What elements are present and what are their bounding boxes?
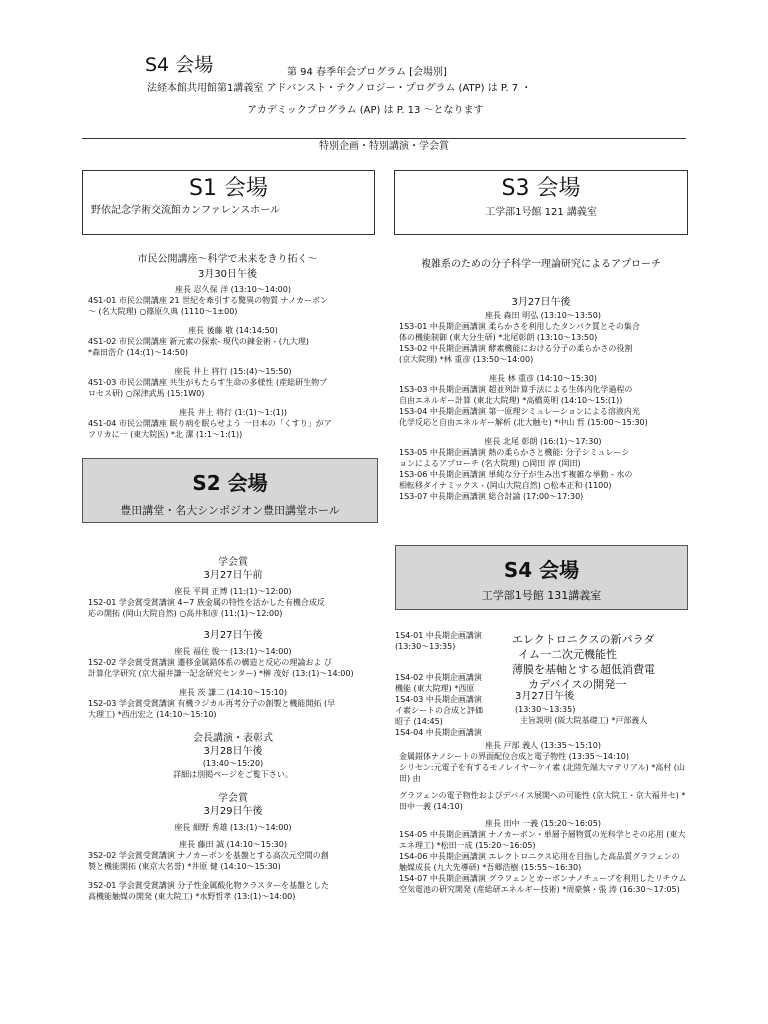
s4-line: 1S4-06 中長期企画講演 エレクトロニクス応用を目指した高品質グラフェンの触媒成長 (九大先導研) *吾郷浩樹 (15:55〜16:30) — [399, 852, 680, 872]
s3-line: 相転移ダイナミックス - (岡山大院自然) ○松本正和 (1100) — [399, 481, 612, 490]
s4-line: 座長 戸部 義人 (13:35〜15:10) — [485, 741, 601, 750]
s2-line: 1S2-03 学会賞受賞講演 有機ラジカル再考分子の創製と機能開拓 (早 — [88, 699, 336, 708]
s2-line: (13:40〜15:20) — [202, 759, 264, 768]
s4-topic-line: エレクトロニクスの新パラダ — [512, 633, 655, 646]
s1-room-title: S1 会場 — [189, 176, 268, 201]
s2-date: 3月29日午後 — [203, 806, 263, 817]
s4-left-line: (13:30〜13:35) — [395, 642, 456, 651]
s1-line: 4S1-02 市民公開講座 新元素の探索- 現代の錬金術 - (九大理) — [88, 337, 310, 346]
s4-topic-line: カデバイスの開発一 — [528, 678, 627, 691]
header-rule — [82, 138, 686, 139]
s3-line: 自由エネルギー計算 (東北大院理) *高橋英明 (14:10〜15:(1)) — [399, 396, 623, 405]
s2-date: 3月27日午後 — [203, 630, 263, 641]
s2-line: 製と機能開拓 (東京大名誉) *井原 健 (14:10〜15:30) — [88, 862, 281, 871]
s3-venue: 工学部1号館 121 講義室 — [485, 207, 597, 218]
s3-line: 座長 北尾 彰朗 (16:(1)〜17:30) — [484, 437, 602, 446]
s4-left-line: 機能 (東大院理) *西原 — [395, 684, 475, 693]
s3-line: 座長 林 重彦 (14:10〜15:30) — [489, 374, 597, 383]
s1-room-box — [82, 170, 375, 235]
s4-date: 3月27日午後 — [515, 691, 575, 702]
s2-heading: 学会賞 — [218, 557, 248, 568]
s2-line: 1S2-02 学会賞受賞講演 遷移金属錯体系の構造と反応の理論およ び — [88, 658, 332, 667]
s4-line: 座長 田中 一義 (15:20〜16:05) — [485, 819, 601, 828]
s1-line: 座長 井上 将行 (15:(4)〜15:50) — [174, 367, 292, 376]
s2-line: 座長 福住 俊一 (13:(1)〜14:00) — [174, 647, 292, 656]
s2-line: 高機能触媒の開発 (東大院工) *水野哲孝 (13:(1)〜14:00) — [88, 892, 296, 901]
s3-line: ョンによるアプローチ (名大院理) ○岡田 淳 (岡田) — [399, 459, 581, 468]
s3-line: 1S3-02 中長期企画講演 酵素機能における分子の柔らかさの役割 — [399, 344, 633, 353]
s4-left-column — [395, 630, 505, 738]
s4-line: 金属錯体ナノシートの界面配位合成と電子物性 (13:35〜14:10) — [399, 752, 630, 761]
s1-line: *森田浩介 (14:(1)〜14:50) — [88, 348, 189, 357]
s3-line: (京大院理) *林 重彦 (13:50〜14:00) — [399, 355, 534, 364]
s1-program — [88, 284, 378, 440]
s4-line: 1S4-07 中長期企画講演 グラフェンとカーボンナノチューブを利用したリチウム空気電池の研究開発 (産総研エネルギー技術) *周豪慎・張 涛 (16:30〜17:05) — [399, 874, 687, 894]
s3-line: 化学反応と自由エネルギー解析 (北大触セ) *中山 哲 (15:00〜15:30) — [399, 418, 648, 427]
s2-line: 座長 茨 謙二 (14:10〜15:10) — [179, 688, 287, 697]
s3-line: 座長 森田 明弘 (13:10〜13:50) — [485, 311, 601, 320]
s2-room-box — [82, 458, 378, 523]
s4-left-line: 1S4-03 中長期企画講演 — [395, 695, 482, 704]
s3-line: 1S3-07 中長期企画講演 総合討論 (17:00〜17:30) — [399, 492, 584, 501]
s2-line: 詳細は別掲ページをご覧下さい。 — [173, 770, 293, 779]
s3-room-box — [394, 170, 688, 235]
page-room-title: S4 会場 — [145, 54, 214, 76]
s3-line: 1S3-04 中長期企画講演 第一原理シミュレーションによる溶液内光 — [399, 407, 640, 416]
s4-left-line: 1S4-02 中長期企画講演 — [395, 673, 482, 682]
s4-left-line: 1S4-01 中長期企画講演 — [395, 631, 482, 640]
s4-line: 主旨説明 (阪大院基礎工) *戸部義人 — [520, 716, 648, 725]
s2-line: 3S2-02 学会賞受賞講演 ナノカーボンを基盤とする高次元空間の創 — [88, 851, 329, 860]
s4-room-title: S4 会場 — [503, 558, 580, 582]
header-line-1: 第 94 春季年会プログラム [会場別] — [287, 67, 447, 78]
s2-heading: 会長講演・表彰式 — [193, 733, 273, 744]
s1-topic: 市民公開講座〜科学で未来をきり拓く〜 — [137, 254, 318, 265]
s2-line: 1S2-01 学会賞受賞講演 4−7 族金属の特性を活かした有機合成反 — [88, 598, 325, 607]
s4-line: (13:30〜13:35) — [515, 705, 576, 714]
s2-line: 応の開拓 (岡山大院自然) ○高井和彦 (11:(1)〜12:00) — [88, 609, 283, 618]
s3-topic: 複雑系のための分子科学一理論研究によるアプローチ — [421, 259, 661, 270]
s4-room-box — [395, 545, 688, 610]
s2-line: 座長 藤田 誠 (14:10〜15:30) — [179, 840, 287, 849]
s4-line: グラフェンの電子物性およびデバイス展開への可能性 (京大院工・京大福井セ) *田中一義 (14:10) — [399, 791, 686, 811]
s2-heading: 学会賞 — [218, 793, 248, 804]
s1-line: 〜 (名大院理) ○篠原久典 (1110〜1±00) — [88, 307, 238, 316]
s3-line: 1S3-01 中長期企画講演 柔らかさを利用したタンパク質とその集合 — [399, 322, 640, 331]
s1-line: 座長 忍久保 洋 (13:10〜14:00) — [175, 285, 291, 294]
s1-line: 座長 井上 将行 (1:(1)〜1:(1)) — [178, 408, 288, 417]
s4-line: シリセン:元電子を有するモノレイヤーケイ素 (北陸先端大マテリアル) *高村 (山田) 由 — [399, 763, 685, 783]
s2-date: 3月27日午前 — [203, 570, 263, 581]
s3-line: 1S3-03 中長期企画講演 超並列計算手法による生体内化学過程の — [399, 385, 633, 394]
s1-line: 4S1-04 市民公開講座 眠り病を眠らせよう 一日本の「くすり」がア — [88, 419, 332, 428]
s1-line: フリカに一 (東大院医) *北 潔 (1:1〜1:(1)) — [88, 430, 243, 439]
s2-program — [88, 556, 378, 902]
s2-line: 大理工) *西出宏之 (14:10〜15:10) — [88, 710, 217, 719]
s2-line: 座長 細野 秀雄 (13:(1)〜14:00) — [174, 823, 292, 832]
s1-date: 3月30日午後 — [197, 269, 258, 280]
s2-line: 3S2-01 学会賞受賞講演 分子性金属酸化物クラスターを基盤とした — [88, 881, 330, 890]
s2-room-title: S2 会場 — [192, 471, 268, 495]
s2-line: 座長 平岡 正博 (11:(1)〜12:00) — [174, 587, 292, 596]
s2-venue: 豊田講堂・名大シンポジオン豊田講堂ホール — [120, 504, 340, 517]
s2-line: 計算化学研究 (京大福井謙一記念研究センター) *榊 茂好 (13:(1)〜14:00) — [88, 669, 354, 678]
s3-room-title: S3 会場 — [501, 176, 581, 201]
s4-topic — [512, 632, 692, 692]
header-line-3: アカデミックプログラム (AP) は P. 13 〜となります — [247, 105, 484, 116]
s4-topic-line: 薄膜を基軸とする超低消費電 — [512, 663, 655, 676]
s4-left-line: 昭子 (14:45) — [395, 717, 443, 726]
s1-line: 4S1-03 市民公開講座 共生がもたらす生命の多様性 (産総研生物プ — [88, 378, 328, 387]
s1-venue: 野依記念学術交流館カンファレンスホール — [91, 205, 281, 216]
s2-date: 3月28日午後 — [203, 746, 263, 757]
s1-line: 4S1-01 市民公開講座 21 世紀を牽引する驚異の物質 ナノカーボン — [88, 296, 329, 305]
header-subtitle: 特別企画・特別講演・学会賞 — [319, 141, 449, 152]
s4-program — [399, 740, 687, 895]
s3-line: 体の機能制御 (東大分生研) *北尾彰朗 (13:10〜13:50) — [399, 333, 598, 342]
s4-left-line: イ素シートの合成と評価 — [395, 706, 483, 715]
header-line-2: 法経本館共用館第1講義室 アドバンスト・テクノロジー・プログラム (ATP) は P. 7 ・ — [147, 83, 532, 94]
s1-line: 座長 後藤 敬 (14:14:50) — [188, 326, 278, 335]
s1-line: ロセス研) ○深津武馬 (15:1W0) — [88, 389, 205, 398]
s3-program — [399, 310, 687, 502]
s3-line: 1S3-05 中長期企画講演 熱の柔らかさと機能: 分子シミュレーシ — [399, 448, 630, 457]
s3-line: 1S3-06 中長期企画講演 単純な分子が生み出す複雑な挙動 - 水の — [399, 470, 633, 479]
s4-line: 1S4-05 中長期企画講演 ナノカーボン・単層予層物質の光科学とその応用 (東大エネ理工) *松田一成 (15:20〜16:05) — [399, 830, 686, 850]
s3-date: 3月27日午後 — [511, 297, 571, 308]
s4-topic-line: イム一二次元機能性 — [518, 648, 617, 661]
s4-left-line: 1S4-04 中長期企画講演 — [395, 728, 482, 737]
s4-venue: 工学部1号館 131講義室 — [481, 589, 602, 602]
